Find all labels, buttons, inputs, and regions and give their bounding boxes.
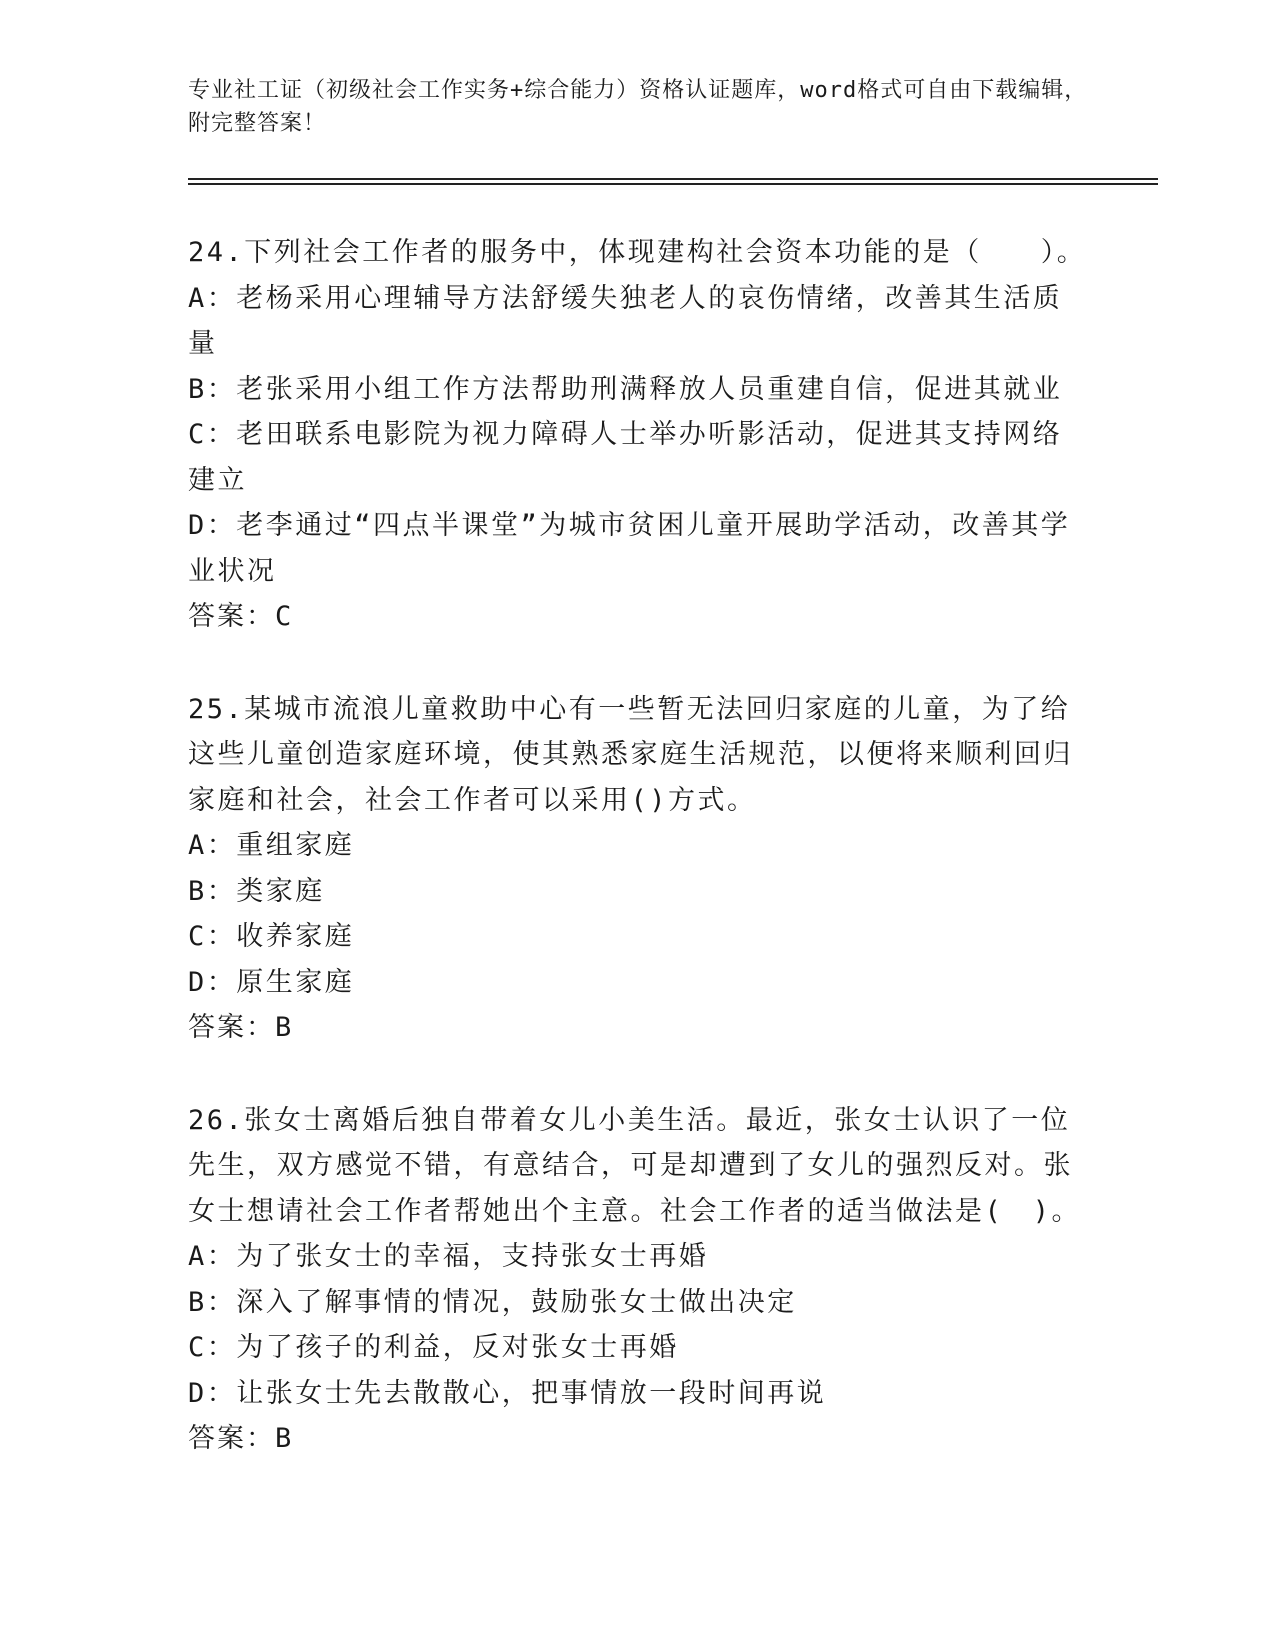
- question-26: [188, 1098, 1088, 1462]
- answer-line: 答案：B: [188, 1423, 294, 1454]
- question-25: [188, 687, 1088, 1051]
- question-24: [188, 230, 1088, 640]
- header-rule-bottom: [188, 183, 1158, 185]
- answer-line: 答案：C: [188, 601, 294, 632]
- option-b: B：类家庭: [188, 875, 325, 907]
- option-a: A：重组家庭: [188, 830, 355, 861]
- question-stem: 24.下列社会工作者的服务中，体现建构社会资本功能的是（ ）。: [188, 237, 1087, 268]
- question-stem: 26.张女士离婚后独自带着女儿小美生活。最近，张女士认识了一位先生，双方感觉不错，有意结合，可是却遭到了女儿的强烈反对。张女士想请社会工作者帮她出个主意。社会工作者的适当做法是( )。: [188, 1104, 1082, 1227]
- document-header: 专业社工证（初级社会工作实务+综合能力）资格认证题库，word格式可自由下载编辑，附完整答案！: [188, 78, 1088, 136]
- option-c: C：老田联系电影院为视力障碍人士举办听影活动，促进其支持网络建立: [188, 419, 1063, 496]
- question-list: [188, 230, 1088, 1509]
- answer-line: 答案：B: [188, 1012, 294, 1043]
- option-a: A：为了张女士的幸福，支持张女士再婚: [188, 1241, 709, 1272]
- option-d: D：原生家庭: [188, 966, 355, 998]
- option-b: B：深入了解事情的情况，鼓励张女士做出决定: [188, 1286, 797, 1318]
- option-a: A：老杨采用心理辅导方法舒缓失独老人的哀伤情绪，改善其生活质量: [188, 282, 1063, 359]
- question-stem: 25.某城市流浪儿童救助中心有一些暂无法回归家庭的儿童，为了给这些儿童创造家庭环境，使其熟悉家庭生活规范，以便将来顺利回归家庭和社会，社会工作者可以采用()方式。: [188, 693, 1073, 816]
- option-d: D：老李通过“四点半课堂”为城市贫困儿童开展助学活动，改善其学业状况: [188, 510, 1071, 587]
- option-c: C：收养家庭: [188, 921, 355, 952]
- option-c: C：为了孩子的利益，反对张女士再婚: [188, 1332, 679, 1363]
- header-rule-top: [188, 178, 1158, 180]
- option-b: B：老张采用小组工作方法帮助刑满释放人员重建自信，促进其就业: [188, 373, 1063, 405]
- option-d: D：让张女士先去散散心，把事情放一段时间再说: [188, 1377, 827, 1409]
